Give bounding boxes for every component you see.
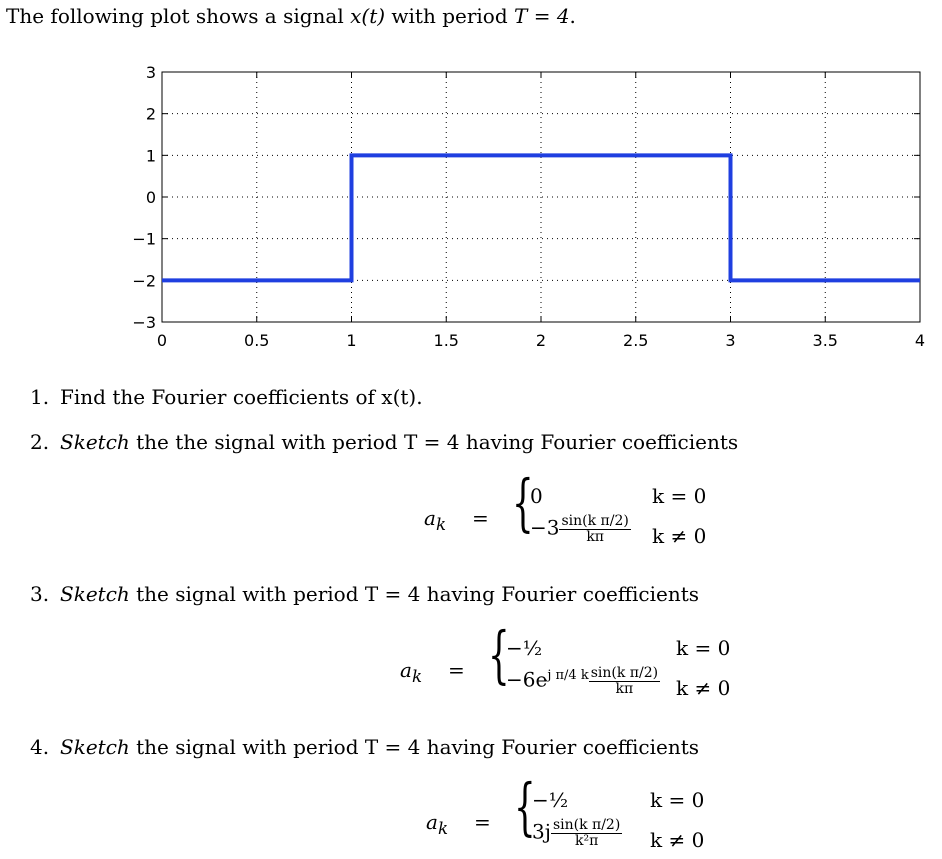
x-tick-label: 0	[156, 331, 168, 350]
y-tick-labels	[132, 63, 156, 332]
x-tick-label: 3.5	[812, 331, 838, 350]
formula-4	[0, 770, 942, 859]
formula-lhs: $a_k$	[426, 810, 449, 838]
case-1-condition: k ≠ 0	[650, 828, 705, 852]
y-tick-label: −1	[132, 229, 156, 249]
x-tick-label: 2	[535, 331, 547, 350]
x-tick-label: 1	[346, 331, 357, 350]
formula-equals: =	[448, 658, 465, 682]
formula-equals: =	[472, 506, 489, 530]
case-1-value: $-6e^{j \pi/4 k}$ $\frac{\text{sin(k π/2)}}{k\pi}$	[506, 665, 659, 697]
formula-2	[0, 466, 942, 558]
left-brace: {	[488, 618, 510, 691]
x-tick-label: 4	[914, 331, 926, 350]
case-1-value: 3j $\frac{\text{sin(k π/2)}}{\text{k²π}}$	[532, 817, 621, 849]
intro-text-middle: with period	[385, 4, 514, 28]
signal-plot	[0, 55, 942, 355]
case-0-value: −½	[532, 788, 569, 812]
question-emphasis: Sketch	[60, 735, 130, 759]
case-0-condition: k = 0	[650, 788, 705, 812]
question-4	[30, 735, 699, 759]
x-tick-label: 2.5	[623, 331, 649, 350]
x-tick-label: 0.5	[244, 331, 270, 350]
y-tick-label: 3	[145, 63, 156, 82]
left-brace: {	[514, 770, 536, 843]
intro-text-end: .	[569, 4, 576, 28]
formula-lhs: $a_k$	[400, 658, 423, 686]
intro-period: T = 4	[514, 4, 570, 28]
case-0-condition: k = 0	[652, 484, 707, 508]
x-tick-label: 3	[725, 331, 736, 350]
y-tick-label: −2	[132, 271, 156, 291]
question-number: 3.	[30, 582, 50, 606]
y-tick-label: 1	[145, 146, 156, 166]
question-number: 1.	[30, 385, 50, 409]
y-tick-label: 2	[145, 104, 156, 124]
left-brace: {	[512, 466, 534, 539]
question-text: the signal with period T = 4 having Fourier coefficients	[129, 735, 700, 759]
question-emphasis: Sketch	[60, 430, 130, 454]
intro-sentence	[6, 4, 576, 28]
case-0-condition: k = 0	[676, 636, 731, 660]
question-text: the the signal with period T = 4 having Fourier coefficients	[129, 430, 739, 454]
question-2	[30, 430, 738, 454]
formula-3	[0, 618, 942, 710]
case-1-condition: k ≠ 0	[652, 524, 707, 548]
y-tick-label: −3	[132, 313, 156, 332]
question-number: 4.	[30, 735, 50, 759]
plot-grid	[162, 72, 920, 322]
intro-text-before: The following plot shows a signal	[6, 4, 351, 28]
question-1	[30, 385, 423, 409]
case-1-value: −3 $\frac{\text{sin(k π/2)}}{k\pi}$	[530, 513, 629, 545]
question-3	[30, 582, 699, 606]
y-tick-label: 0	[145, 188, 156, 207]
x-tick-labels	[157, 331, 925, 350]
question-number: 2.	[30, 430, 50, 454]
formula-lhs: $a_k$	[424, 506, 447, 534]
case-1-condition: k ≠ 0	[676, 676, 731, 700]
intro-signal: x(t)	[350, 4, 386, 28]
question-text: Find the Fourier coefficients of x(t).	[60, 385, 423, 409]
case-0-value: 0	[530, 484, 543, 508]
formula-equals: =	[474, 810, 491, 834]
question-emphasis: Sketch	[60, 582, 130, 606]
x-tick-label: 1.5	[433, 331, 459, 350]
question-text: the signal with period T = 4 having Fourier coefficients	[129, 582, 700, 606]
case-0-value: −½	[506, 636, 543, 660]
